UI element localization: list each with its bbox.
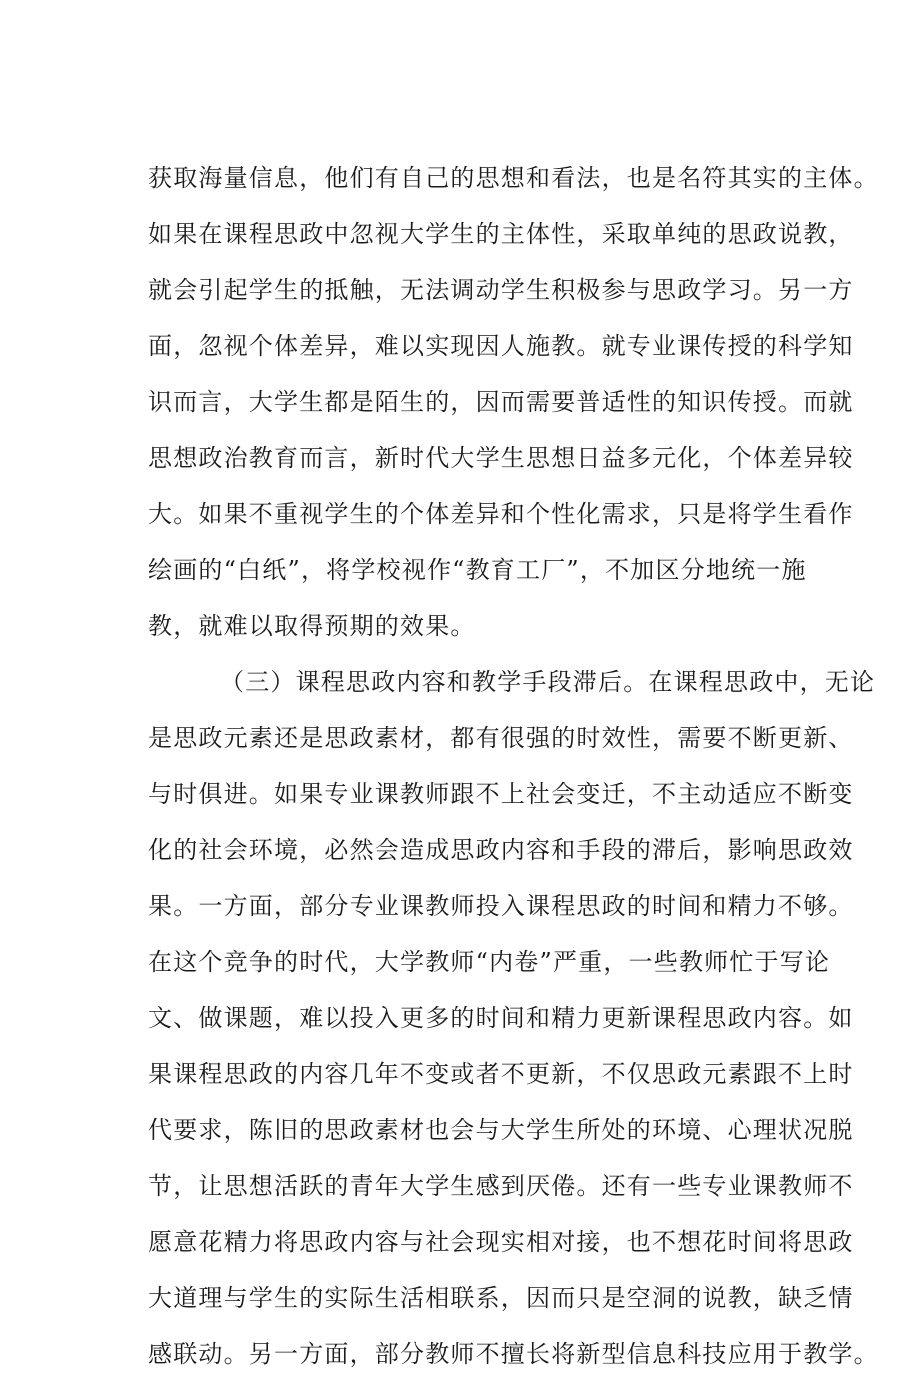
text-line: 化的社会环境，必然会造成思政内容和手段的滞后，影响思政效 <box>148 836 854 864</box>
text-line: 愿意花精力将思政内容与社会现实相对接，也不想花时间将思政 <box>148 1228 854 1256</box>
text-line: 节，让思想活跃的青年大学生感到厌倦。还有一些专业课教师不 <box>148 1172 854 1200</box>
text-line: 文、做课题，难以投入更多的时间和精力更新课程思政内容。如 <box>148 1004 854 1032</box>
text-line: 与时俱进。如果专业课教师跟不上社会变迁，不主动适应不断变 <box>148 780 854 808</box>
text-line: 果。一方面，部分专业课教师投入课程思政的时间和精力不够。 <box>148 892 854 920</box>
text-line: 绘画的“白纸”，将学校视作“教育工厂”，不加区分地统一施 <box>148 556 807 584</box>
text-line: 大道理与学生的实际生活相联系，因而只是空洞的说教，缺乏情 <box>148 1284 854 1312</box>
body-text <box>148 150 879 1382</box>
text-line: 面，忽视个体差异，难以实现因人施教。就专业课传授的科学知 <box>148 332 854 360</box>
text-line: 大。如果不重视学生的个体差异和个性化需求，只是将学生看作 <box>148 500 854 528</box>
text-line: 在这个竞争的时代，大学教师“内卷”严重，一些教师忙于写论 <box>148 948 831 976</box>
text-line: 是思政元素还是思政素材，都有很强的时效性，需要不断更新、 <box>148 724 854 752</box>
text-line: 代要求，陈旧的思政素材也会与大学生所处的环境、心理状况脱 <box>148 1116 854 1144</box>
text-line: 就会引起学生的抵触，无法调动学生积极参与思政学习。另一方 <box>148 276 854 304</box>
text-line: 教，就难以取得预期的效果。 <box>148 612 476 640</box>
text-line: 果课程思政的内容几年不变或者不更新，不仅思政元素跟不上时 <box>148 1060 854 1088</box>
text-line: 识而言，大学生都是陌生的，因而需要普适性的知识传授。而就 <box>148 388 854 416</box>
text-line: 获取海量信息，他们有自己的思想和看法，也是名符其实的主体。 <box>148 164 879 192</box>
section-heading-line: （三）课程思政内容和教学手段滞后。在课程思政中，无论 <box>220 668 876 696</box>
text-line: 思想政治教育而言，新时代大学生思想日益多元化，个体差异较 <box>148 444 854 472</box>
text-line: 感联动。另一方面，部分教师不擅长将新型信息科技应用于教学。 <box>148 1340 879 1368</box>
text-line: 如果在课程思政中忽视大学生的主体性，采取单纯的思政说教， <box>148 220 854 248</box>
